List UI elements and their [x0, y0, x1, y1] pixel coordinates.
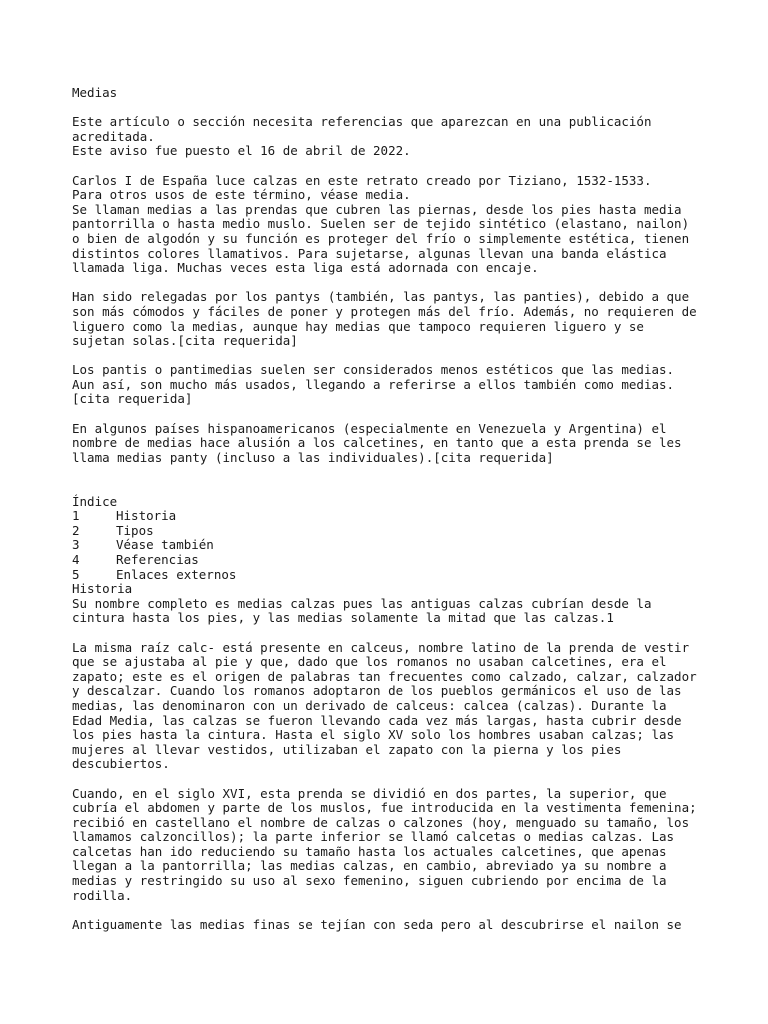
- spacer: [72, 903, 712, 918]
- intro-paragraph: [72, 174, 712, 276]
- spacer: [72, 407, 712, 422]
- toc-item[interactable]: [72, 553, 712, 568]
- document-title: Medias: [72, 85, 118, 100]
- toc-heading: Índice: [72, 493, 118, 509]
- text-line: Han sido relegadas por los pantys (también, las pantys, las panties), debido a que: [72, 289, 690, 305]
- notice-line: Este aviso fue puesto el 16 de abril de 2022.: [72, 143, 411, 159]
- text-line: llama medias panty (incluso a las individuales).[cita requerida]: [72, 449, 554, 465]
- spacer: [72, 276, 712, 291]
- text-line: mujeres al llevar vestidos, utilizaban el zapato con la pierna y los pies: [72, 741, 622, 757]
- text-line: pantorrilla o hasta medio muslo. Suelen ser de tejido sintético (elastano, nailon): [72, 216, 690, 232]
- text-line: y descalzar. Cuando los romanos adoptaron de los pueblos germánicos el uso de las: [72, 683, 682, 699]
- text-line: [cita requerida]: [72, 391, 193, 407]
- text-line: cubría el abdomen y parte de los muslos, fue introducida en la vestimenta femenina;: [72, 800, 697, 816]
- text-line: sujetan solas.[cita requerida]: [72, 333, 298, 349]
- toc-item-label[interactable]: Historia: [116, 508, 177, 524]
- notice-line: acreditada.: [72, 128, 155, 144]
- toc-item[interactable]: [72, 538, 712, 553]
- text-line: llamada liga. Muchas veces esta liga está adornada con encaje.: [72, 260, 539, 276]
- pantis-paragraph: [72, 363, 712, 407]
- text-line: descubiertos.: [72, 756, 170, 772]
- spacer: [72, 772, 712, 787]
- text-line: Carlos I de España luce calzas en este retrato creado por Tiziano, 1532-1533.: [72, 172, 652, 188]
- text-line: que se ajustaba al pie y que, dado que los romanos no usaban calcetines, era el: [72, 654, 667, 670]
- text-line: son más cómodos y fáciles de poner y protegen más del frío. Además, no requieren de: [72, 303, 697, 319]
- toc-item-number: 1: [72, 508, 80, 524]
- hispano-paragraph: [72, 422, 712, 466]
- toc-item-label[interactable]: Tipos: [116, 522, 154, 538]
- section-heading: Historia: [72, 581, 133, 597]
- text-line: llegan a la pantorrilla; las medias calzas, en cambio, abreviado ya su nombre a: [72, 858, 667, 874]
- table-of-contents: [72, 495, 712, 583]
- toc-item-number: 5: [72, 566, 80, 582]
- text-line: Cuando, en el siglo XVI, esta prenda se dividió en dos partes, la superior, que: [72, 785, 667, 801]
- text-line: calcetas han ido reduciendo su tamaño hasta los actuales calcetines, que apenas: [72, 843, 667, 859]
- text-line: Los pantis o pantimedias suelen ser considerados menos estéticos que las medias.: [72, 362, 675, 378]
- text-line: o bien de algodón y su función es proteger del frío o simplemente estética, tienen: [72, 230, 690, 246]
- historia-section: [72, 582, 712, 932]
- toc-item[interactable]: [72, 524, 712, 539]
- text-line: Se llaman medias a las prendas que cubren las piernas, desde los pies hasta media: [72, 201, 682, 217]
- text-line: los pies hasta la cintura. Hasta el siglo XV solo los hombres usaban calzas; las: [72, 727, 675, 743]
- text-line: Antiguamente las medias finas se tejían con seda pero al descubrirse el nailon se: [72, 916, 682, 932]
- spacer: [72, 101, 712, 116]
- spacer: [72, 159, 712, 174]
- pantys-paragraph: [72, 290, 712, 348]
- toc-item[interactable]: [72, 509, 712, 524]
- spacer: [72, 626, 712, 641]
- toc-item-label[interactable]: Enlaces externos: [116, 566, 237, 582]
- toc-item-label[interactable]: Referencias: [116, 552, 199, 567]
- notice-line: Este artículo o sección necesita referencias que aparezcan en una publicación: [72, 114, 652, 130]
- text-line: En algunos países hispanoamericanos (especialmente en Venezuela y Argentina) el: [72, 420, 667, 436]
- spacer: [72, 349, 712, 364]
- text-line: liguero como la medias, aunque hay medias que tampoco requieren liguero y se: [72, 318, 644, 334]
- text-line: Para otros usos de este término, véase media.: [72, 187, 411, 203]
- text-line: medias y restringido su uso al sexo femenino, siguen cubriendo por encima de la: [72, 873, 667, 889]
- text-line: nombre de medias hace alusión a los calcetines, en tanto que a esta prenda se les: [72, 435, 682, 451]
- text-line: zapato; este es el origen de palabras tan frecuentes como calzado, calzar, calzador: [72, 668, 697, 684]
- text-line: medias, las denominaron con un derivado de calceus: calcea (calzas). Durante la: [72, 697, 667, 713]
- toc-item-number: 3: [72, 537, 80, 553]
- text-line: rodilla.: [72, 887, 133, 903]
- text-line: Edad Media, las calzas se fueron llevando cada vez más largas, hasta cubrir desde: [72, 712, 682, 728]
- document-page: [72, 86, 712, 932]
- toc-item-label[interactable]: Véase también: [116, 537, 214, 553]
- text-line: distintos colores llamativos. Para sujetarse, algunas llevan una banda elástica: [72, 245, 667, 261]
- text-line: La misma raíz calc- está presente en calceus, nombre latino de la prenda de vestir: [72, 639, 690, 655]
- toc-item[interactable]: [72, 568, 712, 583]
- toc-item-number: 4: [72, 552, 80, 567]
- toc-item-number: 2: [72, 522, 80, 538]
- text-line: Aun así, son mucho más usados, llegando a referirse a ellos también como medias.: [72, 376, 675, 392]
- text-line: Su nombre completo es medias calzas pues las antiguas calzas cubrían desde la: [72, 595, 652, 611]
- spacer: [72, 465, 712, 494]
- references-notice: [72, 115, 712, 159]
- text-line: cintura hasta los pies, y las medias solamente la mitad que las calzas.1: [72, 610, 614, 626]
- text-line: recibió en castellano el nombre de calzas o calzones (hoy, menguado su tamaño, los: [72, 814, 690, 830]
- text-line: llamamos calzoncillos); la parte inferior se llamó calcetas o medias calzas. Las: [72, 829, 675, 845]
